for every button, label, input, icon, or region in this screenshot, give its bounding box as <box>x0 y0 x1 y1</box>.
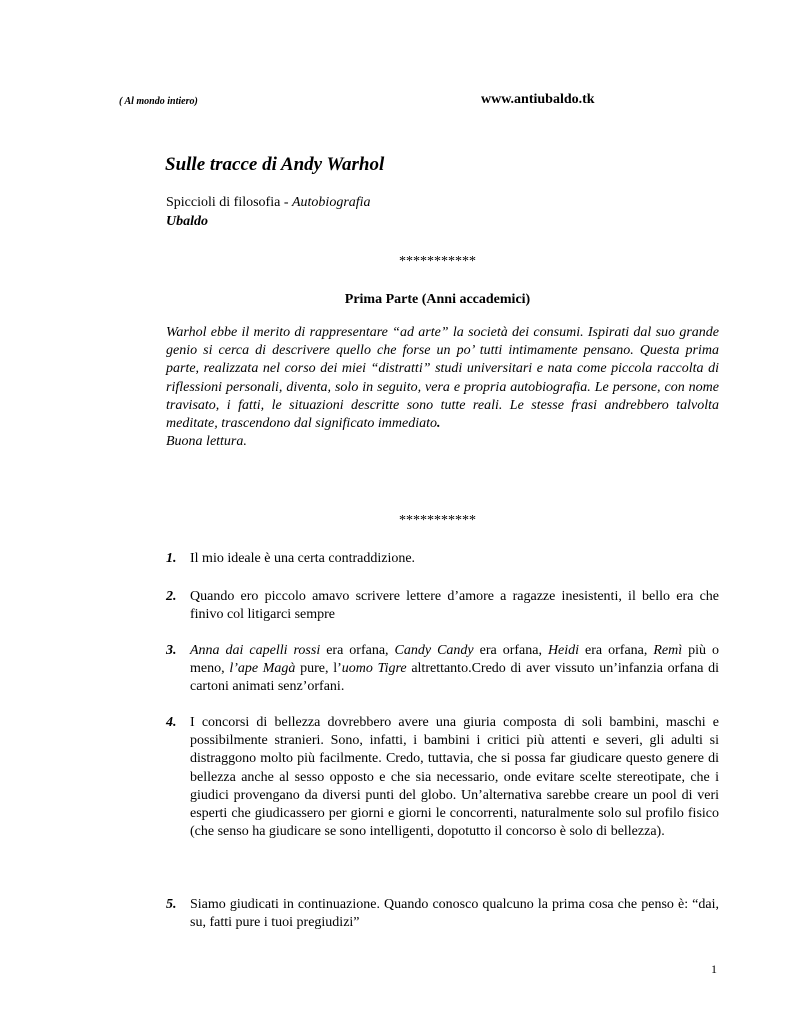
subtitle <box>166 195 371 211</box>
cartoon-title: Candy Candy <box>394 643 474 658</box>
item-number: 4. <box>166 715 177 730</box>
subtitle-italic: Autobiografia <box>291 195 371 210</box>
cartoon-title: Remì <box>653 643 683 658</box>
item-text: Il mio ideale è una certa contraddizione. <box>190 551 416 566</box>
section-title: Prima Parte (Anni accademici) <box>344 292 531 307</box>
separator-top: *********** <box>399 254 476 269</box>
cartoon-title: Heidi <box>547 643 580 658</box>
item-text: I concorsi di bellezza dovrebbero avere una giuria composta di soli bambini, maschi e possibilmente stranieri. Sono, infatti, i bambini i critici più attenti e severi, gli adulti si distraggono molto più facilmente. Credo, tuttavia, che si possa far giudicare questo genere di bellezza anche al sesso opposto e che sia necessario, onde evitare scelte stereotipate, che i giudici provengano da diversi punti del globo. Un’alternativa sarebbe creare un pool di veri esperti che giudicassero per giorni e giorni le concorrenti, naturalmente solo sul profilo fisico (che senso ha giudicare se sono intelligenti, dopotutto il concorso è solo di bellezza). <box>190 715 719 840</box>
item-text-part: altrettanto.Credo di aver vissuto un’infanzia orfana di cartoni animati senz’orfani. <box>190 661 719 695</box>
item-number: 2. <box>166 589 177 604</box>
document-title: Sulle tracce di Andy Warhol <box>165 154 385 175</box>
list-item <box>166 588 719 624</box>
intro-closing: Buona lettura. <box>166 434 247 450</box>
item-number: 1. <box>166 551 177 566</box>
intro-text: Warhol ebbe il merito di rappresentare “ad arte” la società dei consumi. Ispirati dal suo grande genio si cerca di descrivere quello che forse un po’ tutti intimamente pensano. Questa prima parte, realizzata nel corso dei miei “distratti” studi universitari e nata come piccola raccolta di riflessioni personali, diventa, solo in seguito, vera e propria autobiografia. Le persone, con nome travisato, i fatti, le situazioni descritte sono tutte reali. Le stesse frasi andrebbero talvolta meditate, trascendono dal significato immediato <box>166 325 719 432</box>
list-item <box>166 642 719 697</box>
item-text <box>190 642 719 697</box>
item-text: Quando ero piccolo amavo scrivere lettere d’amore a ragazze inesistenti, il bello era che finivo col litigarci sempre <box>190 589 719 623</box>
item-text: Siamo giudicati in continuazione. Quando conosco qualcuno la prima cosa che penso è: “dai, su, fatti pure i tuoi pregiudizi” <box>190 897 719 931</box>
website-url: www.antiubaldo.tk <box>481 92 595 107</box>
list-item <box>166 550 719 568</box>
list-item <box>166 896 719 932</box>
intro-block <box>166 324 719 451</box>
intro-paragraph <box>166 324 719 433</box>
cartoon-title: l’ape Magà <box>229 661 296 677</box>
item-text-part: pure, l’ <box>295 661 342 677</box>
subtitle-prefix: Spiccioli di filosofia - <box>166 195 292 210</box>
cartoon-title: uomo Tigre <box>341 661 407 677</box>
cartoon-title: Anna dai capelli rossi <box>190 643 321 658</box>
page-number: 1 <box>711 962 717 976</box>
author: Ubaldo <box>166 214 208 229</box>
item-number: 3. <box>166 643 177 658</box>
intro-final-dot: . <box>437 416 441 432</box>
item-text-part: era orfana, <box>320 643 395 658</box>
separator-bottom: *********** <box>399 513 476 528</box>
item-text-part: era orfana, <box>473 643 548 658</box>
item-number: 5. <box>166 897 177 912</box>
item-text-part: era orfana, <box>579 643 654 658</box>
list-item <box>166 714 719 841</box>
item-text-part: più o meno, <box>190 643 719 677</box>
header-note: ( Al mondo intiero) <box>119 96 198 107</box>
